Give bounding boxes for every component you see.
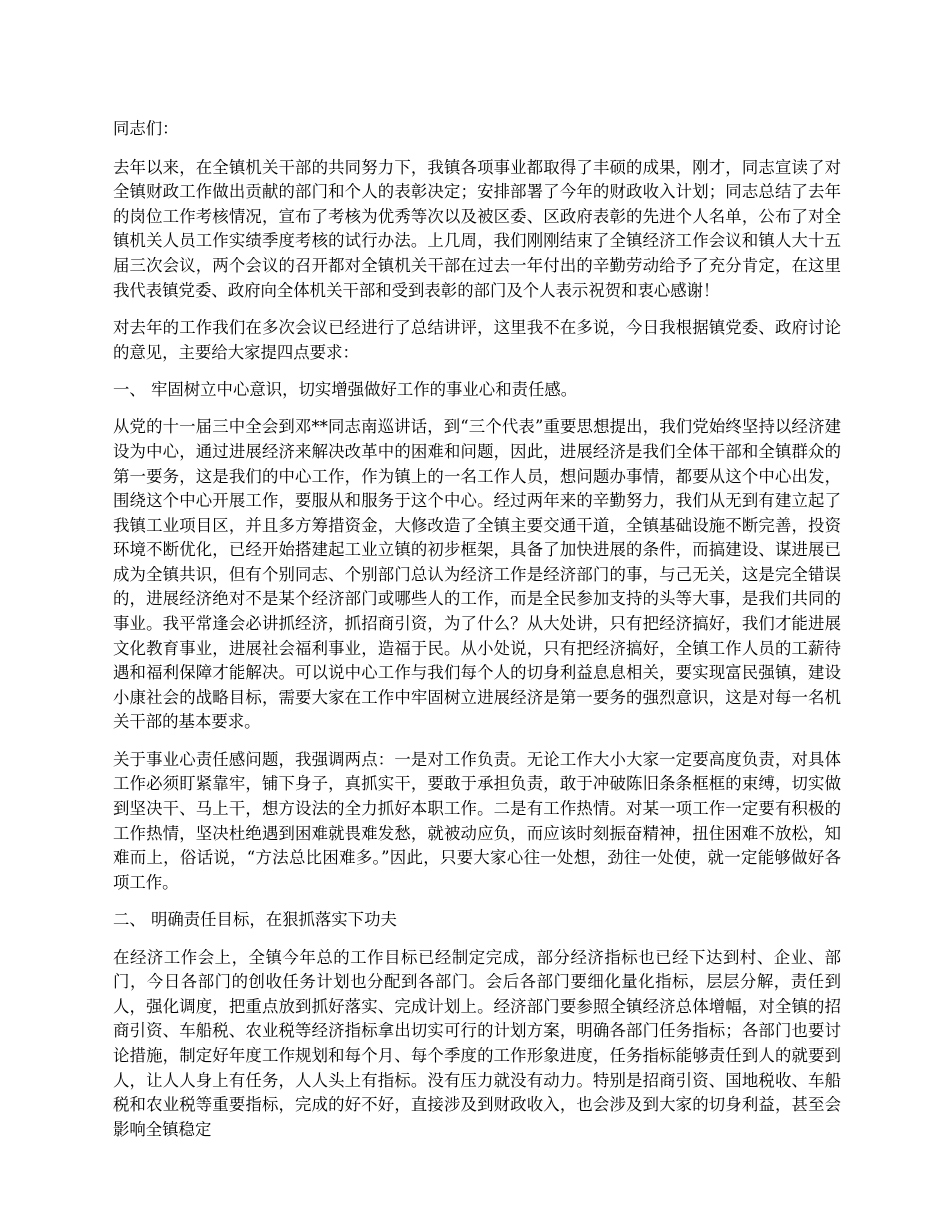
paragraph-targets: 在经济工作会上，全镇今年总的工作目标已经制定完成，部分经济指标也已经下达到村、企业、部门，今日各部门的创收任务计划也分配到各部门。会后各部门要细化量化指标，层层分解，责任到人，强化调度，把重点放到抓好落实、完成计划上。经济部门要参照全镇经济总体增幅，对全镇的招商引资、车船税、农业税等经济指标拿出切实可行的计划方案，明确各部门任务指标；各部门也要讨论措施，制定好年度工作规划和每个月、每个季度的工作形象进度，任务指标能够责任到人的就要到人，让人人身上有任务，人人头上有指标。没有压力就没有动力。特别是招商引资、国地税收、车船税和农业税等重要指标，完成的好不好，直接涉及到财政收入，也会涉及到大家的切身利益，甚至会影响全镇稳定 bbox=[113, 947, 841, 1139]
paragraph-economic-center: 从党的十一届三中全会到邓**同志南巡讲话，到“三个代表”重要思想提出，我们党始终坚持以经济建设为中心，通过进展经济来解决改革中的困难和问题，因此，进展经济是我们全体干部和全镇群众的第一要务，这是我们的中心工作，作为镇上的一名工作人员，想问题办事情，都要从这个中心出发，围绕这个中心开展工作，要服从和服务于这个中心。经过两年来的辛勤努力，我们从无到有建立起了我镇工业项目区，并且多方筹措资金，大修改造了全镇主要交通干道，全镇基础设施不断完善，投资环境不断优化，已经开始搭建起工业立镇的初步框架，具备了加快进展的条件，而搞建设、谋进展已成为全镇共识，但有个别同志、个别部门总认为经济工作是经济部门的事，与己无关，这是完全错误的，进展经济绝对不是某个经济部门或哪些人的工作，而是全民参加支持的头等大事，是我们共同的事业。我平常逢会必讲抓经济，抓招商引资，为了什么？从大处讲，只有把经济搞好，我们才能进展文化教育事业，进展社会福利事业，造福于民。从小处说，只有把经济搞好，全镇工作人员的工薪待遇和福利保障才能解决。可以说中心工作与我们每个人的切身利益息息相关，要实现富民强镇，建设小康社会的战略目标，需要大家在工作中牢固树立进展经济是第一要务的强烈意识，这是对每一名机关干部的基本要求。 bbox=[113, 417, 841, 732]
document-page bbox=[113, 117, 841, 1155]
paragraph-intro-requirements: 对去年的工作我们在多次会议已经进行了总结讲评，这里我不在多说，今日我根据镇党委、政府讨论的意见，主要给大家提四点要求： bbox=[113, 317, 841, 362]
section-heading-2: 二、 明确责任目标，在狠抓落实下功夫 bbox=[113, 910, 397, 930]
salutation: 同志们： bbox=[113, 119, 179, 138]
paragraph-responsibility: 关于事业心责任感问题，我强调两点：一是对工作负责。无论工作大小大家一定要高度负责，对具体工作必须盯紧靠牢，铺下身子，真抓实干，要敢于承担负责，敢于冲破陈旧条条框框的束缚，切实做到坚决干、马上干，想方设法的全力抓好本职工作。二是有工作热情。对某一项工作一定要有积极的工作热情，坚决杜绝遇到困难就畏难发愁，就被动应负，而应该时刻振奋精神，扭住困难不放松，知难而上，俗话说，“方法总比困难多。”因此，只要大家心往一处想，劲往一处使，就一定能够做好各项工作。 bbox=[113, 749, 841, 892]
section-heading-1: 一、 牢固树立中心意识，切实增强做好工作的事业心和责任感。 bbox=[113, 379, 578, 399]
paragraph-opening: 去年以来，在全镇机关干部的共同努力下，我镇各项事业都取得了丰硕的成果，刚才，同志宣读了对全镇财政工作做出贡献的部门和个人的表彰决定；安排部署了今年的财政收入计划；同志总结了去年的岗位工作考核情况，宣布了考核为优秀等次以及被区委、区政府表彰的先进个人名单，公布了对全镇机关人员工作实绩季度考核的试行办法。上几周，我们刚刚结束了全镇经济工作会议和镇人大十五届三次会议，两个会议的召开都对全镇机关干部在过去一年付出的辛勤劳动给予了充分肯定，在这里我代表镇党委、政府向全体机关干部和受到表彰的部门及个人表示祝贺和衷心感谢！ bbox=[113, 157, 841, 300]
